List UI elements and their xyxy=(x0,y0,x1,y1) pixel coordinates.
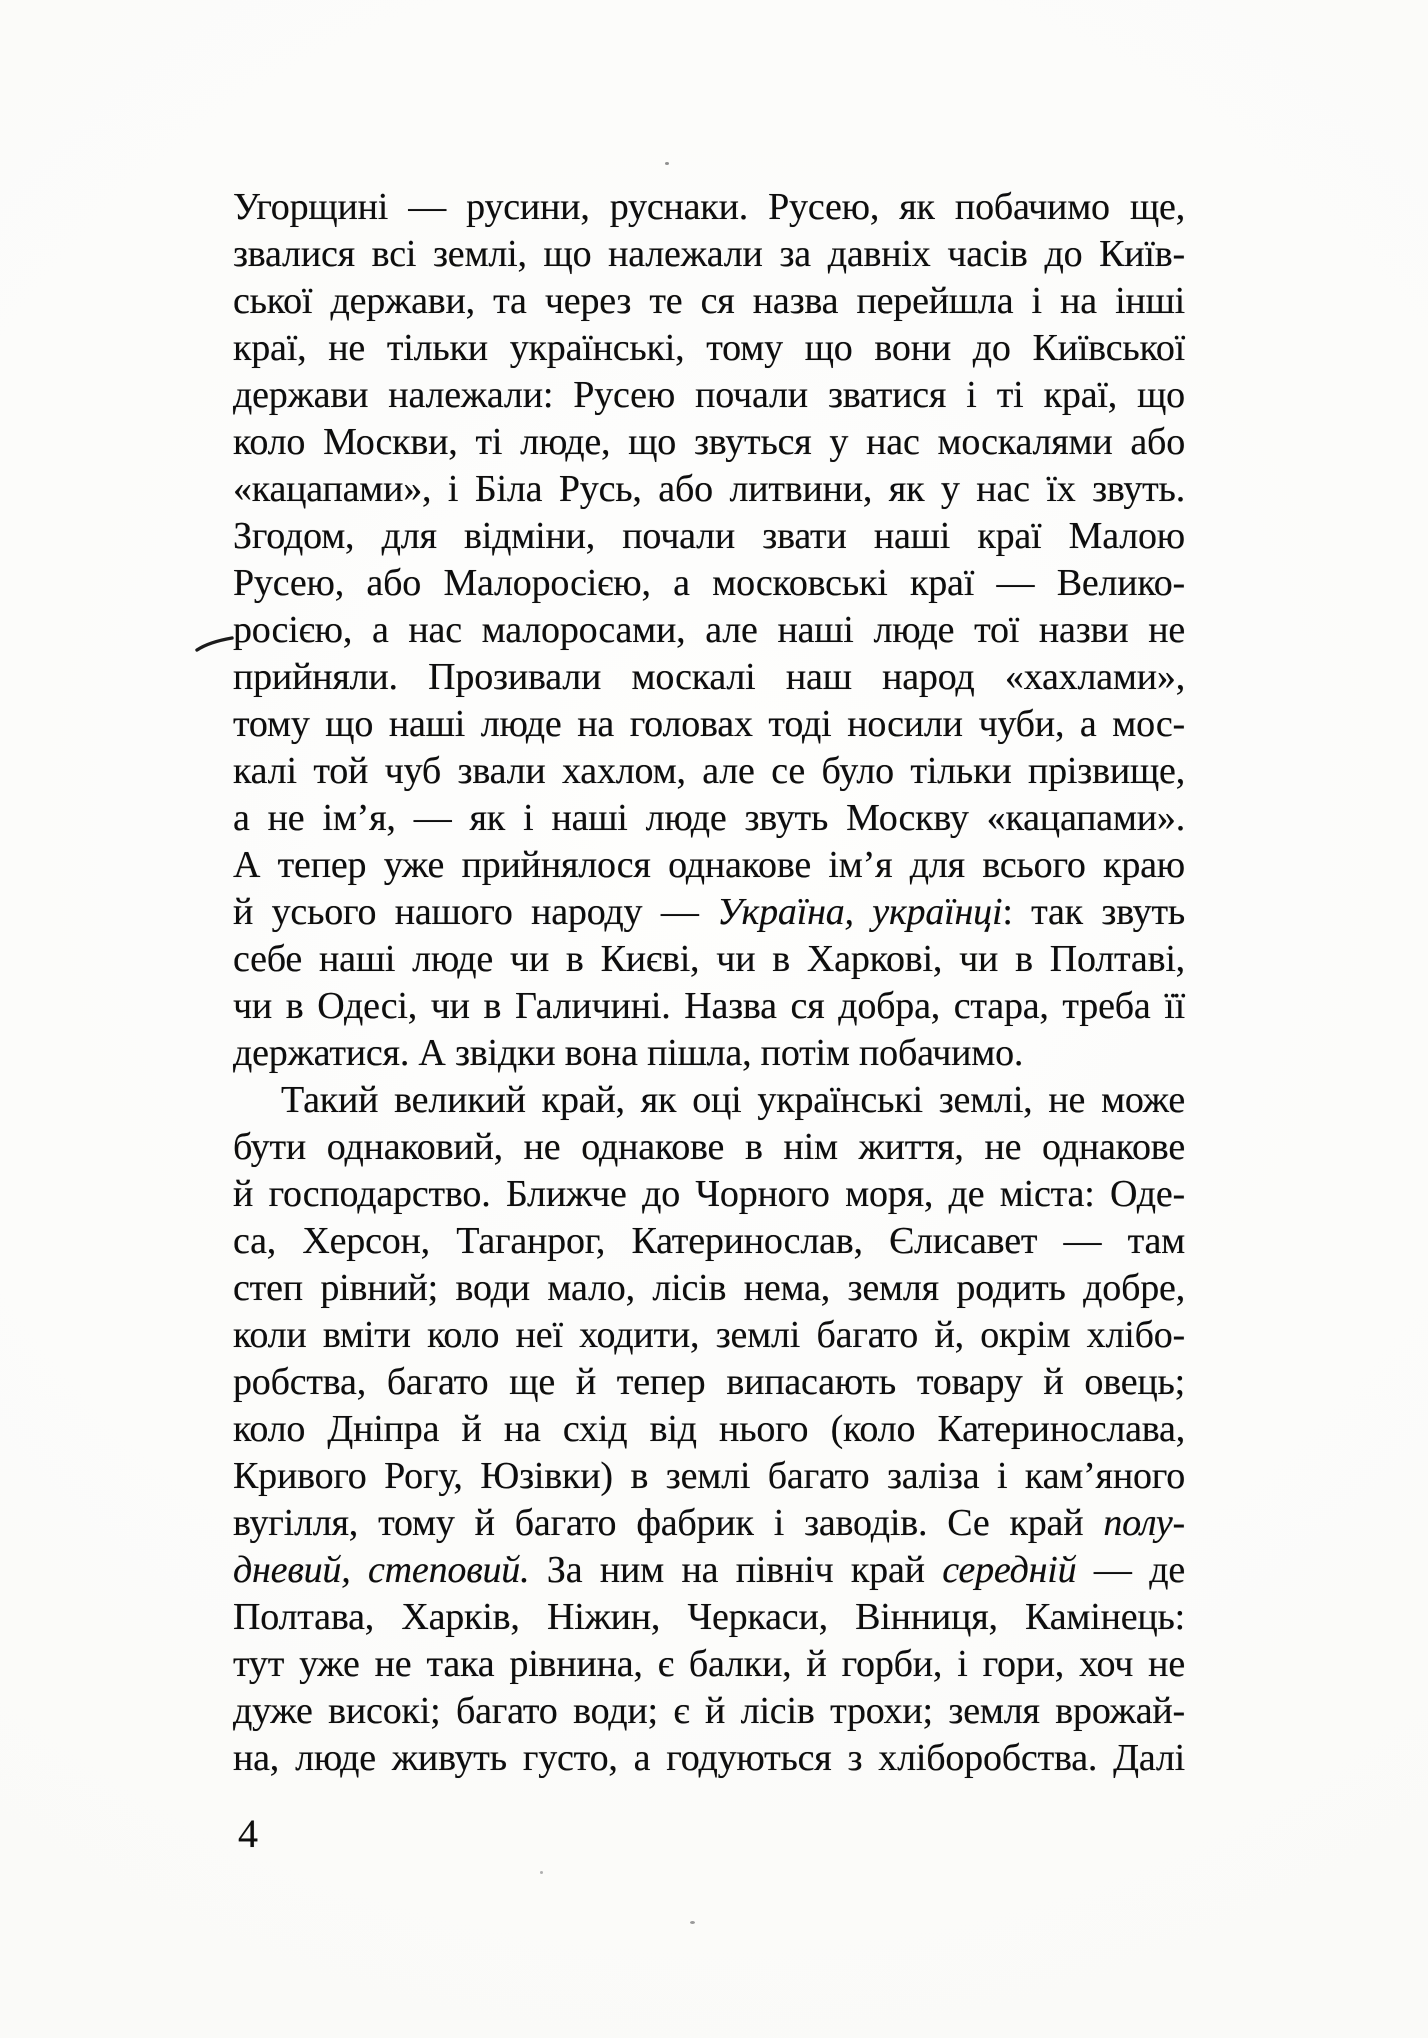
text-line xyxy=(233,795,1185,842)
text-segment: себе наші люде чи в Києві, чи в Харкові, чи в Полтаві, xyxy=(233,938,1185,980)
text-segment: коло Дніпра й на схід від нього (коло Катеринослава, xyxy=(233,1408,1185,1450)
text-segment: степ рівний; води мало, лісів нема, земля родить добре, xyxy=(233,1267,1185,1309)
text-line xyxy=(233,372,1185,419)
text-segment: коли вміти коло неї ходити, землі багато й, окрім хлібо- xyxy=(233,1314,1185,1356)
text-line xyxy=(233,1406,1185,1453)
text-line xyxy=(233,1218,1185,1265)
text-segment: коло Москви, ті люде, що звуться у нас москалями або xyxy=(233,421,1185,463)
text-line xyxy=(233,1359,1185,1406)
text-segment: ської держави, та через те ся назва перейшла і на інші xyxy=(233,280,1185,322)
text-line xyxy=(233,1077,1185,1124)
text-line xyxy=(233,1265,1185,1312)
text-line xyxy=(233,1171,1185,1218)
text-line xyxy=(233,184,1185,231)
text-line xyxy=(233,325,1185,372)
text-segment: вугілля, тому й багато фабрик і заводів. Се край xyxy=(233,1502,1104,1544)
text-line xyxy=(233,701,1185,748)
text-line xyxy=(233,889,1185,936)
text-segment: За ним на північ край xyxy=(529,1549,943,1591)
text-segment: звалися всі землі, що належали за давніх часів до Київ- xyxy=(233,233,1185,275)
text-segment: й усього нашого народу — xyxy=(233,891,718,933)
text-segment: держатися. А звідки вона пішла, потім побачимо. xyxy=(233,1032,1024,1074)
text-segment: тому що наші люде на головах тоді носили чуби, а мос- xyxy=(233,703,1185,745)
scan-speck xyxy=(540,1871,543,1874)
text-line xyxy=(233,748,1185,795)
scan-speck xyxy=(665,162,669,165)
text-line xyxy=(233,607,1185,654)
text-line xyxy=(233,513,1185,560)
text-line xyxy=(233,983,1185,1030)
text-segment: краї, не тільки українські, тому що вони до Київської xyxy=(233,327,1185,369)
text-line xyxy=(233,1312,1185,1359)
text-line xyxy=(233,1500,1185,1547)
text-segment: чи в Одесі, чи в Галичині. Назва ся добра, стара, треба її xyxy=(233,985,1185,1027)
text-segment: держави належали: Русею почали зватися і ті краї, що xyxy=(233,374,1185,416)
text-segment: Кривого Рогу, Юзівки) в землі багато заліза і кам’яного xyxy=(233,1455,1185,1497)
text-segment: — де xyxy=(1076,1549,1185,1591)
italic-text-segment: дневий, степовий. xyxy=(233,1549,530,1591)
text-segment: калі той чуб звали хахлом, але се було тільки прізвище, xyxy=(233,750,1185,792)
text-segment: бути однаковий, не однакове в нім життя, не однакове xyxy=(233,1126,1185,1168)
text-segment: на, люде живуть густо, а годуються з хліборобства. Далі xyxy=(233,1737,1185,1779)
italic-text-segment: полу- xyxy=(1103,1502,1185,1544)
text-line xyxy=(233,654,1185,701)
text-segment: Полтава, Харків, Ніжин, Черкаси, Вінниця, Камінець: xyxy=(233,1596,1185,1638)
text-line xyxy=(233,1030,1185,1077)
text-segment: дуже високі; багато води; є й лісів трохи; земля врожай- xyxy=(233,1690,1185,1732)
text-segment: росією, а нас малоросами, але наші люде тої назви не xyxy=(233,609,1185,651)
text-segment: Русею, або Малоросією, а московські краї — Велико- xyxy=(233,562,1185,604)
text-segment: прийняли. Прозивали москалі наш народ «хахлами», xyxy=(233,656,1185,698)
text-line xyxy=(233,936,1185,983)
text-line xyxy=(233,466,1185,513)
text-line xyxy=(233,419,1185,466)
text-block xyxy=(233,184,1185,1782)
text-line xyxy=(233,1594,1185,1641)
text-segment: «кацапами», і Біла Русь, або литвини, як у нас їх звуть. xyxy=(233,468,1185,510)
text-line xyxy=(233,1735,1185,1782)
text-line xyxy=(233,231,1185,278)
text-segment: Згодом, для відміни, почали звати наші краї Малою xyxy=(233,515,1185,557)
text-line xyxy=(233,278,1185,325)
italic-text-segment: Україна, українці xyxy=(717,891,1003,933)
scan-speck xyxy=(690,1921,695,1924)
text-segment: А тепер уже прийнялося однакове ім’я для всього краю xyxy=(233,844,1185,886)
italic-text-segment: середній xyxy=(942,1549,1077,1591)
text-line xyxy=(233,1124,1185,1171)
text-line xyxy=(233,1641,1185,1688)
text-segment: Такий великий край, як оці українські землі, не може xyxy=(281,1079,1185,1121)
text-segment: робства, багато ще й тепер випасають товару й овець; xyxy=(233,1361,1185,1403)
text-segment: й господарство. Ближче до Чорного моря, де міста: Оде- xyxy=(233,1173,1185,1215)
text-segment: тут уже не така рівнина, є балки, й горби, і гори, хоч не xyxy=(233,1643,1185,1685)
text-segment: Угорщині — русини, руснаки. Русею, як побачимо ще, xyxy=(233,186,1185,228)
text-line xyxy=(233,1547,1185,1594)
text-line xyxy=(233,1453,1185,1500)
text-line xyxy=(233,1688,1185,1735)
text-segment: а не ім’я, — як і наші люде звуть Москву «кацапами». xyxy=(233,797,1185,839)
text-line xyxy=(233,842,1185,889)
text-line xyxy=(233,560,1185,607)
page-number: 4 xyxy=(238,1811,258,1856)
text-segment: са, Херсон, Таганрог, Катеринослав, Єлисавет — там xyxy=(233,1220,1185,1262)
text-segment: : так звуть xyxy=(1002,891,1186,933)
margin-pen-mark xyxy=(194,630,238,656)
